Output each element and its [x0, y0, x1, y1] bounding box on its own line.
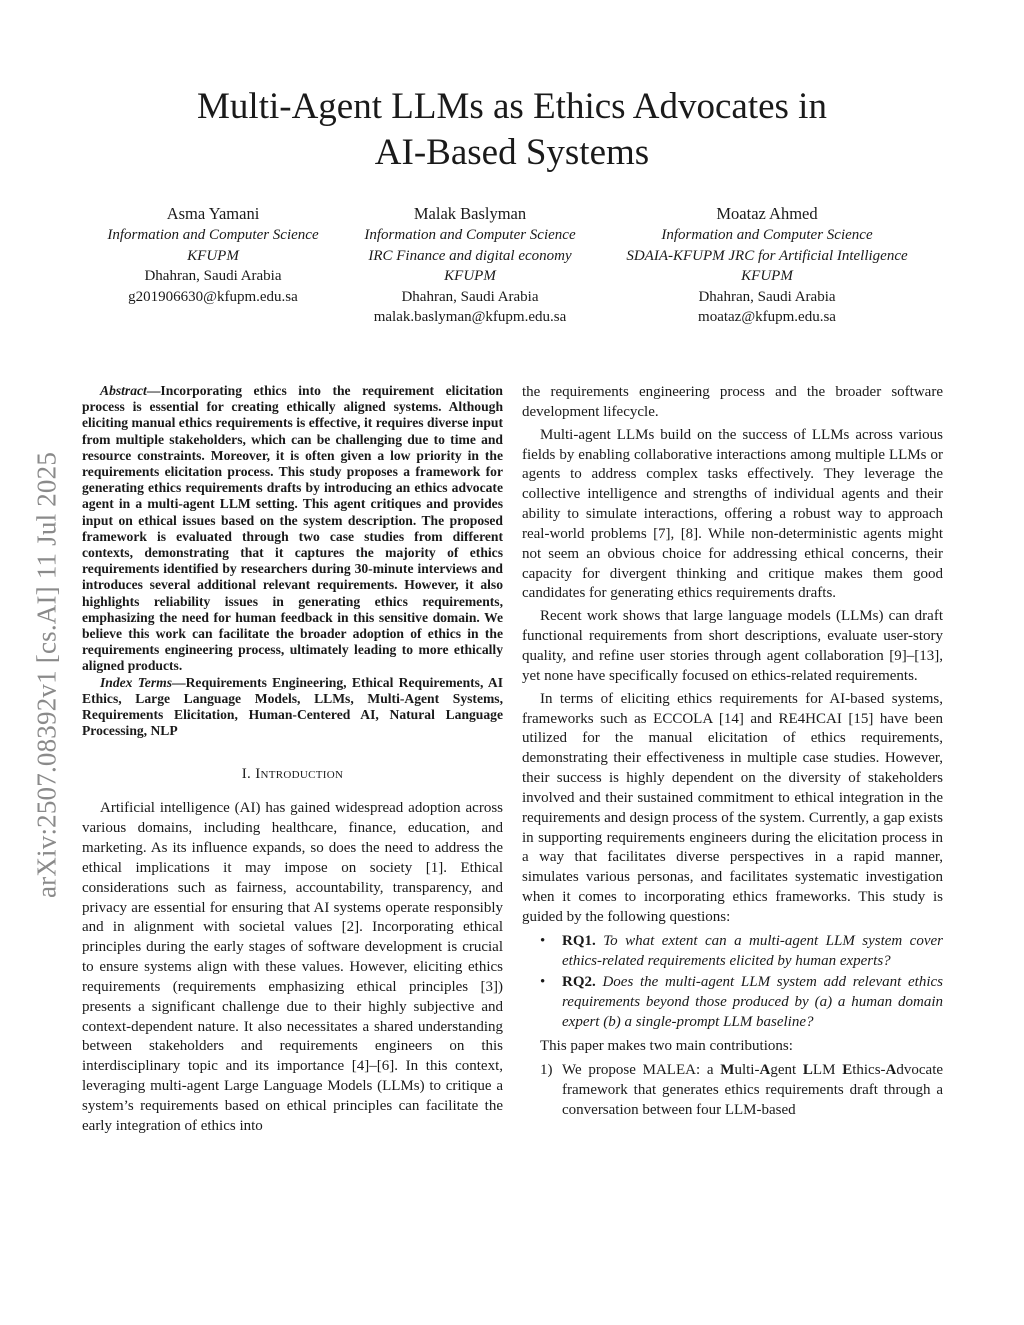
index-terms-label: Index Terms [100, 674, 172, 690]
author-3 [626, 202, 907, 328]
index-terms-text: —Requirements Engineering, Ethical Requirements, AI Ethics, Large Language Models, LLMs, Multi-Agent Systems, Requirements Elicitation, Human-Centered AI, Natural Language Processing, NLP [82, 674, 503, 739]
rq-label: RQ1. [562, 932, 596, 949]
contribution-text: We propose MALEA: a [562, 1061, 721, 1078]
index-terms [82, 675, 503, 740]
contributions-intro: This paper makes two main contributions: [540, 1038, 793, 1054]
contribution-text: gent [770, 1061, 803, 1078]
rq-text: Does the multi-agent LLM system add relevant ethics requirements beyond those produced by (a) a human domain expert (b) a single-prompt LLM baseline? [562, 974, 943, 1031]
author-name: Asma Yamani [166, 204, 260, 223]
research-questions [522, 932, 943, 1033]
rq-label: RQ2. [562, 974, 596, 991]
contribution-item [522, 1061, 943, 1121]
author-location: Dhahran, Saudi Arabia [144, 268, 282, 284]
arxiv-sidebar [32, 380, 62, 970]
title-line-2: AI-Based Systems [374, 132, 650, 173]
left-column [82, 383, 503, 1137]
author-location: Dhahran, Saudi Arabia [401, 288, 539, 305]
paragraph-continued: the requirements engineering process and the broader software development lifecycle. [522, 384, 943, 420]
author-department: Information and Computer Science [107, 227, 319, 243]
author-affiliation: SDAIA-KFUPM JRC for Artificial Intelligence [626, 247, 908, 264]
contribution-text: dvocate framework that generates ethics requirements draft through a conversation between four LLM-based [562, 1061, 944, 1118]
author-name: Malak Baslyman [413, 204, 527, 223]
contribution-text: ulti- [734, 1061, 760, 1078]
contribution-text: thics- [852, 1061, 886, 1078]
author-email: moataz@kfupm.edu.sa [698, 309, 836, 325]
research-question-1 [522, 932, 943, 972]
paper-title [120, 84, 904, 176]
author-2 [364, 202, 575, 328]
section-number: I. [241, 766, 252, 783]
paragraph-multi-agent: Multi-agent LLMs build on the success of LLMs across various fields by enabling collaborative interactions among multiple LLMs or agents to address complex tasks effectively. They leverage the collective intelligence and strengths of individual agents and their ability to simulate interactions, offering a robust way to approach real-world problems [7], [8]. While non-deterministic agents might not seem an obvious choice for addressing ethical concerns, their capacity for divergent thinking and critique makes them good candidates for generating ethics requirements drafts. [522, 426, 943, 602]
author-email: malak.baslyman@kfupm.edu.sa [373, 309, 567, 325]
author-affiliation: IRC Finance and digital economy [368, 247, 572, 264]
abstract-text: —Incorporating ethics into the requirement elicitation process is essential for creating ethically aligned systems. Although eliciting manual ethics requirements is effective, it requires diverse input from multiple stakeholders, which can be challenging due to time and resource constraints. Moreover, it is often given a low priority in the requirements elicitation process. This study proposes a framework for generating ethics requirements drafts by introducing an ethics advocate agent in a multi-agent LLM setting. This agent critiques and provides input on ethical issues based on the system description. The proposed framework is evaluated through two case studies from different contexts, demonstrating that it captures the majority of ethics requirements identified by researchers during 30-minute interviews and introduces several additional relevant requirements. However, it also highlights reliability issues in generating ethics requirements, emphasizing the need for human feedback in this sensitive domain. We believe this work can facilitate the broader adoption of ethics in the requirements engineering process, ultimately leading to more ethically aligned products. [82, 383, 503, 674]
rq-text: To what extent can a multi-agent LLM system cover ethics-related requirements elicited by human experts? [562, 932, 943, 969]
author-affiliation: KFUPM [187, 247, 239, 264]
abstract [82, 383, 503, 675]
author-department: Information and Computer Science [364, 227, 576, 243]
arxiv-identifier: arXiv:2507.08392v1 [cs.AI] 11 Jul 2025 [31, 451, 62, 899]
intro-paragraph: Artificial intelligence (AI) has gained widespread adoption across various domains, including healthcare, finance, education, and marketing. As its influence expands, so does the need to address the ethical implications it may impose on society [1]. Ethical considerations such as fairness, accountability, transparency, and privacy are essential for ensuring that AI systems operate responsibly and in alignment with societal values [2]. Incorporating ethical principles during the early stages of software development is crucial to ensure systems align with these values. However, eliciting ethics requirements (requirements emphasizing ethical principles [3]) presents a significant challenge due to their highly subjective and context-dependent nature. It also necessitates a shared understanding between stakeholders and requirements engineers on this interdisciplinary topic and its importance [4]–[6]. In this context, leveraging multi-agent Large Language Models (LLMs) to critique a system’s requirements based on ethical principles can facilitate the early integration of ethics into [82, 800, 503, 1134]
acronym-letter: A [759, 1061, 771, 1078]
abstract-label: Abstract [100, 383, 147, 398]
acronym-letter: E [842, 1061, 853, 1078]
section-heading [82, 765, 503, 785]
author-location: Dhahran, Saudi Arabia [698, 288, 836, 305]
paragraph-eliciting: In terms of eliciting ethics requirements for AI-based systems, frameworks such as ECCOLA [14] and RE4HCAI [15] have been utilized for the manual elicitation of ethics requirements, demonstrating their effectiveness in multiple case studies. However, their success is highly dependent on the diversity of stakeholders involved and their sustained commitment to ethical integration in the requirements and design process of the system. Currently, a gap exists in supporting requirements engineers during the elicitation process in a way that facilitates diverse perspectives in a rapid manner, simulates various personas, and facilitates systematic investigation when it comes to incorporating ethics frameworks. This study is guided by the following questions: [522, 690, 943, 925]
acronym-letter: A [885, 1061, 897, 1078]
section-title: Introduction [255, 766, 344, 783]
contribution-text: LM [812, 1061, 843, 1078]
acronym-letter: L [802, 1061, 813, 1078]
contribution-number: 1) [540, 1061, 553, 1078]
author-email: g201906630@kfupm.edu.sa [128, 288, 298, 305]
research-question-2 [522, 973, 943, 1033]
author-affiliation-2: KFUPM [741, 268, 793, 284]
title-line-1: Multi-Agent LLMs as Ethics Advocates in [197, 86, 827, 127]
paragraph-recent-work: Recent work shows that large language models (LLMs) can draft functional requirements from short descriptions, evaluate user-story quality, and refine user stories through agent collaboration [9]–[13], yet none have specifically focused on ethics-related requirements. [522, 608, 943, 684]
author-1 [107, 202, 318, 307]
author-name: Moataz Ahmed [716, 204, 818, 223]
right-column [522, 383, 943, 1120]
acronym-letter: M [720, 1061, 735, 1078]
contributions-list [522, 1061, 943, 1121]
author-affiliation-2: KFUPM [444, 268, 496, 284]
author-department: Information and Computer Science [661, 227, 873, 243]
